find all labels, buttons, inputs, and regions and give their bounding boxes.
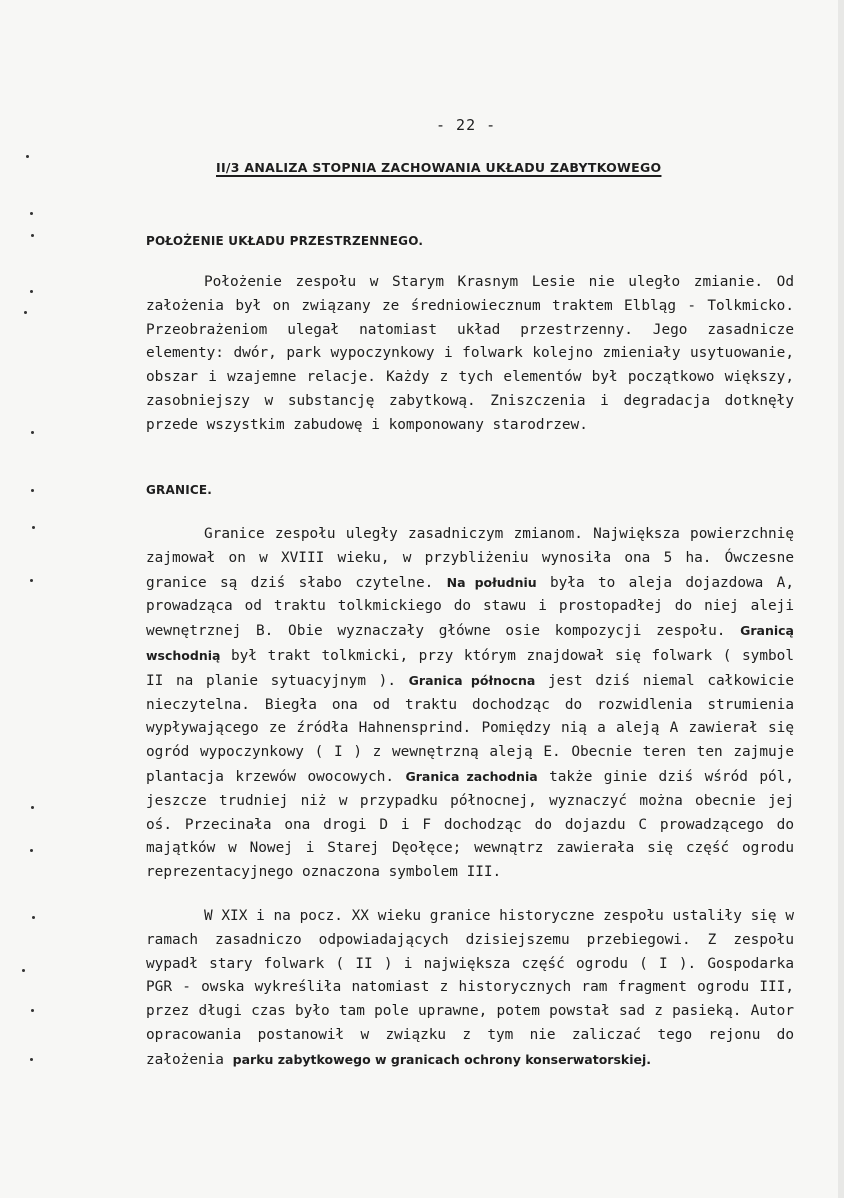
paragraph-text: była to aleja dojazdowa A, prowadząca od traktu tolkmickiego do stawu i prostopadłej do niej aleji wewnętrznej B. Obie wyznaczały główne osie kompozycji zespołu. bbox=[146, 574, 794, 640]
margin-speck bbox=[30, 1058, 33, 1061]
margin-speck bbox=[30, 212, 33, 215]
paragraph-text: także ginie dziś wśród pól, jeszcze trudniej niż w przypadku północnej, wyznaczyć można obecnie jej oś. Przecinała ona drogi D i F dochodząc do dojazdu C prowadzącego do majątków w Nowej i Starej Dęołęce; wewnątrz zawierała się część ogrodu reprezentacyjnego oznaczona symbolem III. bbox=[146, 768, 794, 881]
section-title: II/3 ANALIZA STOPNIA ZACHOWANIA UKŁADU ZABYTKOWEGO bbox=[216, 160, 662, 175]
bold-term-east: Granicą wschodnią bbox=[146, 623, 794, 663]
paragraph-text: W XIX i na pocz. XX wieku granice historyczne zespołu ustaliły się w ramach zasadniczo odpowiadających dzisiejszemu przebiegowi. Z zespołu wypadł stary folwark ( II ) i największa część ogrodu ( I ). Gospodarka PGR - owska wykreśliła natomiast z historycznych ram fragment ogrodu III, przez długi czas było tam pole uprawne, potem powstał sad z pasieką. Autor opracowania postanowił w związku z tym nie zaliczać tego rejonu do założenia bbox=[146, 908, 794, 1068]
margin-speck bbox=[24, 311, 27, 314]
margin-speck bbox=[31, 1009, 34, 1012]
bold-term-north: Granica północna bbox=[408, 672, 536, 688]
page-edge bbox=[838, 0, 844, 1198]
paragraph-text: jest dziś niemal całkowicie nieczytelna. Biegła ona od traktu dochodząc do rozwidlenia strumienia wypływającego ze źródła Hahnensprind. Pomiędzy nią a aleją A zawierał się ogród wypoczynkowy ( I ) z wewnętrzną aleją E. Obecnie teren ten zajmuje plantacja krzewów owocowych. bbox=[146, 672, 794, 785]
margin-speck bbox=[22, 969, 25, 972]
heading-layout-position: POŁOŻENIE UKŁADU PRZESTRZENNEGO. bbox=[146, 234, 424, 248]
bold-term-west: Granica zachodnia bbox=[405, 768, 538, 784]
paragraph-boundaries-1 bbox=[146, 523, 794, 885]
margin-speck bbox=[32, 916, 35, 919]
paragraph-text: Położenie zespołu w Starym Krasnym Lesie nie uległo zmianie. Od założenia był on związany ze średniowiecznum traktem Elbląg - Tolkmicko. Przeobrażeniom ulegał natomiast układ przestrzenny. Jego zasadnicze elementy: dwór, park wypoczynkowy i folwark kolejno zmieniały usytuowanie, obszar i wzajemne relacje. Każdy z tych elementów był początkowo większy, zasobniejszy w substancję zabytkową. Zniszczenia i degradacja dotknęły przede wszystkim zabudowę i komponowany starodrzew. bbox=[146, 274, 794, 433]
margin-speck bbox=[32, 526, 35, 529]
paragraph-text: był trakt tolkmicki, przy którym znajdował się folwark ( symbol II na planie sytuacyjnym ). bbox=[146, 647, 794, 689]
paragraph-text: Granice zespołu uległy zasadniczym zmianom. Największa powierzchnię zajmował on w XVIII wieku, w przybliżeniu wynosiła ona 5 ha. Ówczesne granice są dziś słabo czytelne. bbox=[146, 526, 794, 591]
margin-speck bbox=[30, 290, 33, 293]
margin-speck bbox=[31, 806, 34, 809]
heading-boundaries: GRANICE. bbox=[146, 483, 213, 497]
paragraph-layout-position bbox=[146, 271, 794, 438]
margin-speck bbox=[30, 579, 33, 582]
margin-speck bbox=[31, 234, 34, 237]
margin-speck bbox=[30, 849, 33, 852]
bold-term-south: Na południu bbox=[446, 574, 537, 590]
bold-term-protection-zone: parku zabytkowego w granicach ochrony konserwatorskiej. bbox=[232, 1051, 651, 1067]
margin-speck bbox=[26, 155, 29, 158]
paragraph-boundaries-2 bbox=[146, 905, 794, 1073]
margin-speck bbox=[31, 489, 34, 492]
margin-speck bbox=[31, 431, 34, 434]
page-number: - 22 - bbox=[436, 116, 497, 134]
